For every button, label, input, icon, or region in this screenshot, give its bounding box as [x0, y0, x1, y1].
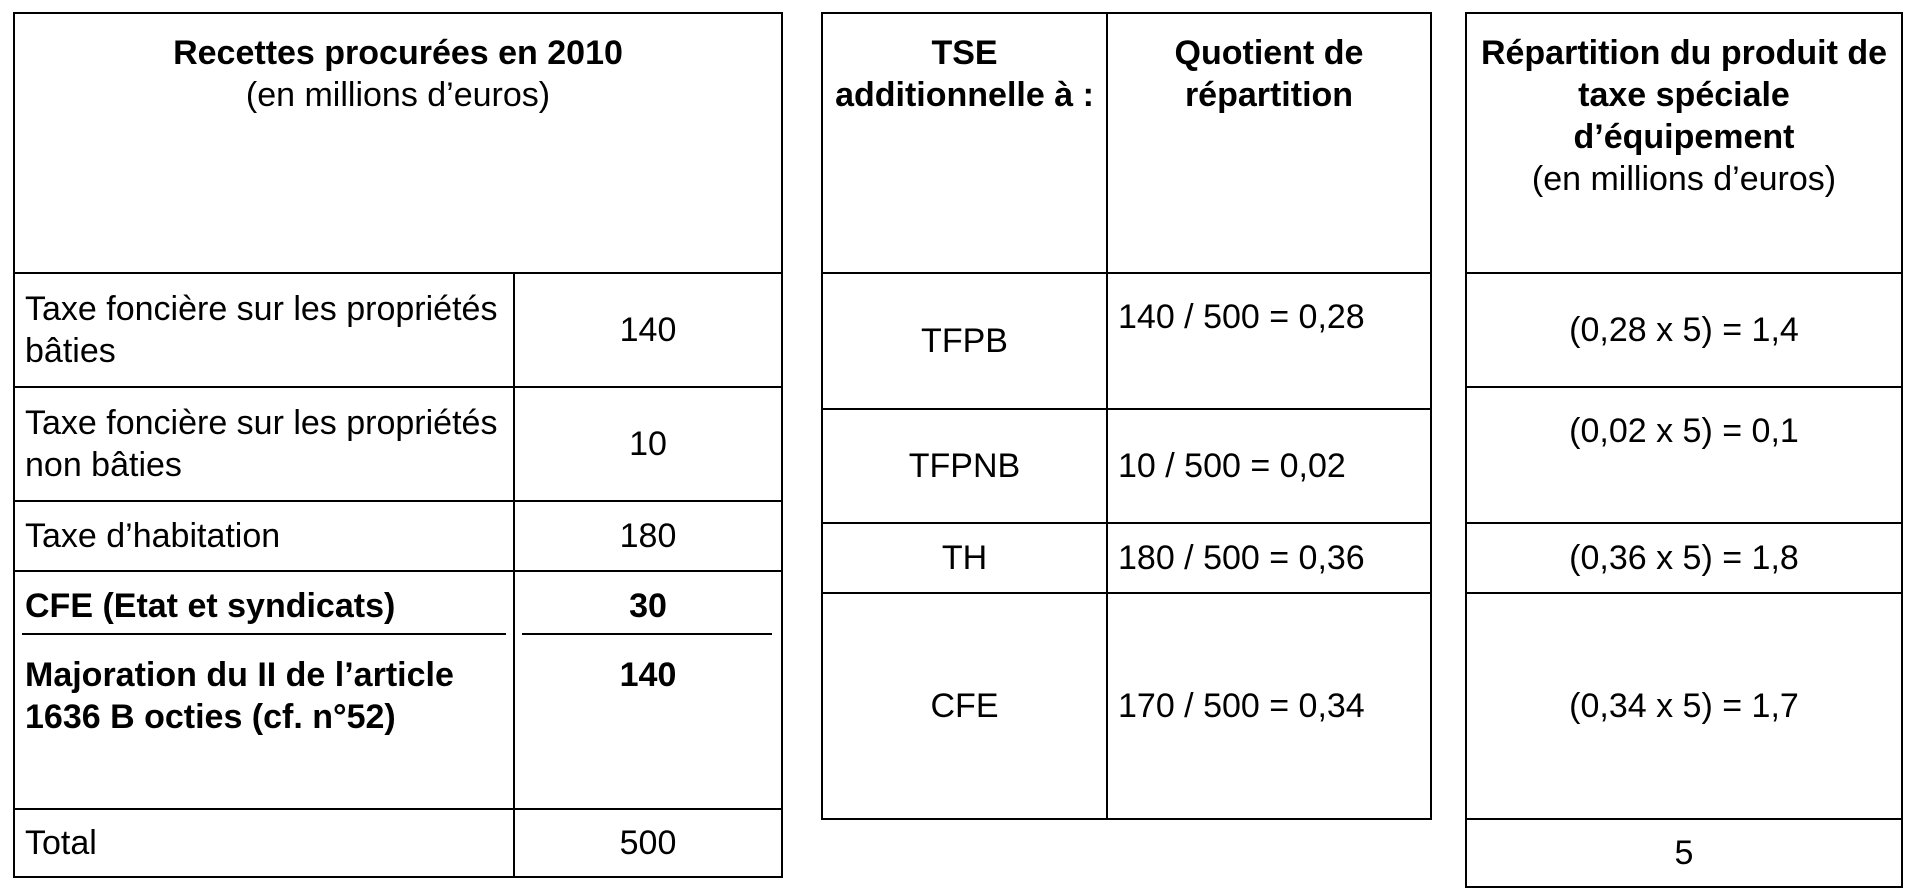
recettes-header — [14, 13, 782, 273]
tse-header: TSE additionnelle à : — [822, 13, 1107, 273]
row-value-tfpnb: 10 — [514, 387, 782, 501]
repartition-table — [1465, 12, 1903, 888]
quotient-header: Quotient de répartition — [1107, 13, 1431, 273]
recettes-header-unit: (en millions d’euros) — [245, 76, 551, 114]
row-label-majoration: Majoration du II de l’article 1636 B octies (cf. n°52) — [14, 640, 514, 809]
repartition-cfe: (0,34 x 5) = 1,7 — [1466, 593, 1902, 819]
row-label-tfpb: Taxe foncière sur les propriétés bâties — [14, 273, 514, 387]
repartition-tfpnb: (0,02 x 5) = 0,1 — [1466, 387, 1902, 523]
row-value-cfe: 30 — [514, 571, 782, 640]
repartition-header-unit: (en millions d’euros) — [1531, 160, 1837, 198]
repartition-tfpb: (0,28 x 5) = 1,4 — [1466, 273, 1902, 387]
tse-cfe: CFE — [822, 593, 1107, 819]
tse-th: TH — [822, 523, 1107, 593]
row-value-tfpb: 140 — [514, 273, 782, 387]
repartition-th: (0,36 x 5) = 1,8 — [1466, 523, 1902, 593]
repartition-total: 5 — [1466, 819, 1902, 887]
recettes-header-title: Recettes procurées en 2010 — [173, 34, 623, 72]
tse-tfpb: TFPB — [822, 273, 1107, 409]
quotient-table — [821, 12, 1432, 820]
repartition-header — [1466, 13, 1902, 273]
quotient-cfe: 170 / 500 = 0,34 — [1107, 593, 1431, 819]
repartition-header-title: Répartition du produit de taxe spéciale d’équipement — [1480, 34, 1888, 156]
total-value: 500 — [514, 809, 782, 877]
cfe-separator-right — [522, 633, 772, 635]
recettes-table — [13, 12, 783, 878]
row-label-cfe: CFE (Etat et syndicats) — [14, 571, 514, 640]
cfe-separator-left — [22, 633, 506, 635]
row-label-th: Taxe d’habitation — [14, 501, 514, 571]
quotient-tfpb: 140 / 500 = 0,28 — [1107, 273, 1431, 409]
row-value-th: 180 — [514, 501, 782, 571]
tse-tfpnb: TFPNB — [822, 409, 1107, 523]
quotient-th: 180 / 500 = 0,36 — [1107, 523, 1431, 593]
quotient-tfpnb: 10 / 500 = 0,02 — [1107, 409, 1431, 523]
row-label-tfpnb: Taxe foncière sur les propriétés non bâties — [14, 387, 514, 501]
row-value-majoration: 140 — [514, 640, 782, 809]
total-label: Total — [14, 809, 514, 877]
